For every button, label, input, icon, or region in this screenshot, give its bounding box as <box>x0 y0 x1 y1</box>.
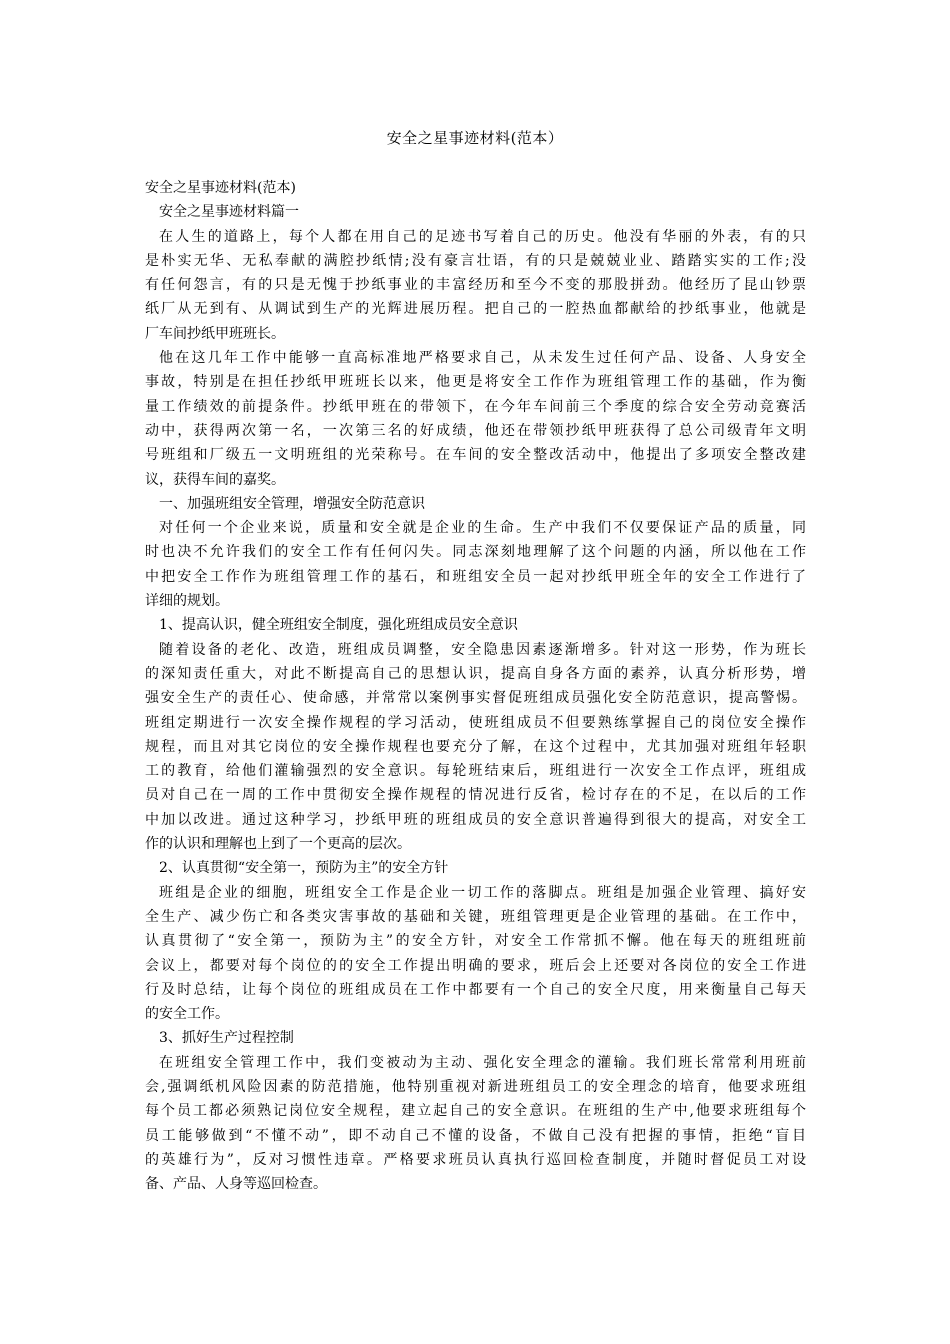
text-line: 3、抓好生产过程控制 <box>159 1030 294 1047</box>
text-line: 在班组安全管理工作中，我们变被动为主动、强化安全理念的灌输。我们班长常常利用班前 <box>159 1054 806 1071</box>
text-line: 的深知责任重大，对此不断提高自己的思想认识，提高自身各方面的素养，认真分析形势，增 <box>145 665 806 682</box>
text-line: 纸厂从无到有、从调试到生产的光辉进展历程。把自己的一腔热血都献给的抄纸事业，他就是 <box>145 301 806 318</box>
text-line: 班组是企业的细胞，班组安全工作是企业一切工作的落脚点。班组是加强企业管理、搞好安 <box>159 884 806 901</box>
text-line: 1、提高认识，健全班组安全制度，强化班组成员安全意识 <box>159 617 518 634</box>
text-line: 详细的规划。 <box>145 593 229 610</box>
text-line: 随着设备的老化、改造，班组成员调整，安全隐患因素逐渐增多。针对这一形势，作为班长 <box>159 641 806 658</box>
text-line: 的英雄行为”，反对习惯性违章。严格要求班员认真执行巡回检查制度，并随时督促员工对设 <box>145 1151 806 1168</box>
text-line: 2、认真贯彻“安全第一，预防为主”的安全方针 <box>159 860 449 877</box>
text-line: 员工能够做到“不懂不动”，即不动自己不懂的设备，不做自己没有把握的事情，拒绝“盲目 <box>145 1127 806 1144</box>
text-line: 认真贯彻了“安全第一，预防为主”的安全方针，对安全工作常抓不懈。他在每天的班组班前 <box>145 933 806 950</box>
text-line: 班组定期进行一次安全操作规程的学习活动，使班组成员不但要熟练掌握自己的岗位安全操作 <box>145 714 806 731</box>
text-line: 员对自己在一周的工作中贯彻安全操作规程的情况进行反省，检讨存在的不足，在以后的工作 <box>145 787 806 804</box>
text-line: 有任何怨言，有的只是无愧于抄纸事业的丰富经历和至今不变的那股拼劲。他经历了昆山钞票 <box>145 277 806 294</box>
document-title: 安全之星事迹材料(范本） <box>386 129 564 147</box>
text-line: 中加以改进。通过这种学习，抄纸甲班的班组成员的安全意识普遍得到很大的提高，对安全工 <box>145 811 806 828</box>
text-line: 的安全工作。 <box>145 1006 229 1023</box>
text-line: 动中，获得两次第一名，一次第三名的好成绩，他还在带领抄纸甲班获得了总公司级青年文明 <box>145 422 806 439</box>
text-line: 厂车间抄纸甲班班长。 <box>145 325 285 342</box>
article-title: 安全之星事迹材料篇一 <box>159 204 299 221</box>
text-line: 规程，而且对其它岗位的安全操作规程也要充分了解，在这个过程中，尤其加强对班组年轻职 <box>145 738 806 755</box>
body-lines <box>145 225 806 1197</box>
text-line: 事故，特别是在担任抄纸甲班班长以来，他更是将安全工作作为班组管理工作的基础，作为衡 <box>145 374 806 391</box>
document-subtitle: 安全之星事迹材料(范本) <box>145 180 296 196</box>
text-line: 对任何一个企业来说，质量和安全就是企业的生命。生产中我们不仅要保证产品的质量，同 <box>159 520 806 537</box>
document-body <box>145 176 806 1196</box>
text-line: 工的教育，给他们灌输强烈的安全意识。每轮班结束后，班组进行一次安全工作点评，班组成 <box>145 763 806 780</box>
text-line: 每个员工都必须熟记岗位安全规程，建立起自己的安全意识。在班组的生产中,他要求班组每个 <box>145 1103 806 1120</box>
text-line: 中把安全工作作为班组管理工作的基石，和班组安全员一起对抄纸甲班全年的安全工作进行了 <box>145 568 806 585</box>
text-line: 备、产品、人身等巡回检查。 <box>145 1176 327 1193</box>
text-line: 强安全生产的责任心、使命感，并常常以案例事实督促班组成员强化安全防范意识，提高警惕。 <box>145 690 806 707</box>
text-line: 他在这几年工作中能够一直高标准地严格要求自己，从未发生过任何产品、设备、人身安全 <box>159 350 806 367</box>
text-line: 行及时总结，让每个岗位的班组成员在工作中都要有一个自己的安全尺度，用来衡量自己每天 <box>145 981 806 998</box>
text-line: 号班组和厂级五一文明班组的光荣称号。在车间的安全整改活动中，他提出了多项安全整改建 <box>145 447 806 464</box>
text-line: 量工作绩效的前提条件。抄纸甲班在的带领下，在今年车间前三个季度的综合安全劳动竞赛活 <box>145 398 806 415</box>
text-line: 在人生的道路上，每个人都在用自己的足迹书写着自己的历史。他没有华丽的外表，有的只 <box>159 228 806 245</box>
text-line: 议，获得车间的嘉奖。 <box>145 471 285 488</box>
text-line: 会,强调纸机风险因素的防范措施，他特别重视对新进班组员工的安全理念的培育，他要求班组 <box>145 1078 806 1095</box>
text-line: 全生产、减少伤亡和各类灾害事故的基础和关键，班组管理更是企业管理的基础。在工作中， <box>145 908 806 925</box>
text-line: 作的认识和理解也上到了一个更高的层次。 <box>145 836 411 853</box>
text-line: 时也决不允许我们的安全工作有任何闪失。同志深刻地理解了这个问题的内涵，所以他在工作 <box>145 544 806 561</box>
text-line: 会议上，都要对每个岗位的的安全工作提出明确的要求，班后会上还要对各岗位的安全工作进 <box>145 957 806 974</box>
text-line: 是朴实无华、无私奉献的满腔抄纸情;没有豪言壮语，有的只是兢兢业业、踏踏实实的工作;没 <box>145 252 806 269</box>
text-line: 一、加强班组安全管理，增强安全防范意识 <box>159 495 425 512</box>
